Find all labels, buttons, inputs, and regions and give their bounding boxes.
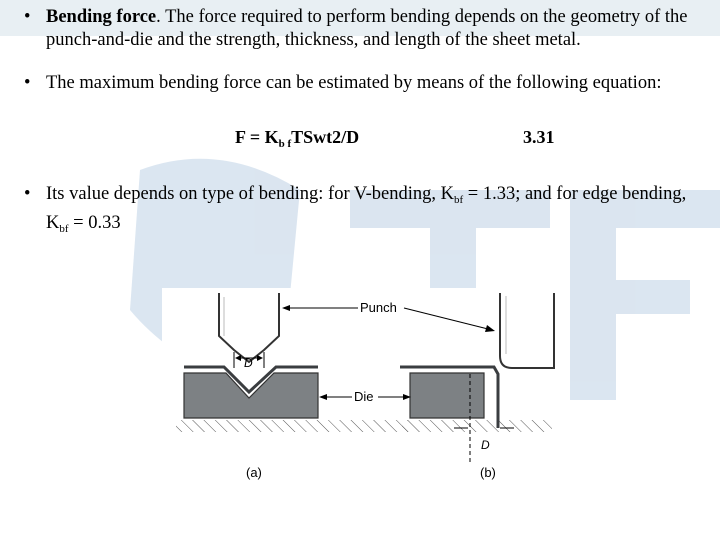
- label-panel-a: (a): [246, 465, 262, 480]
- edge-die-block: [410, 373, 484, 418]
- equation-rhs: TSwt2/D: [291, 127, 360, 147]
- bullet-text: The maximum bending force can be estimated by means of the following equation:: [46, 73, 662, 93]
- edge-punch: [500, 293, 554, 368]
- bending-diagram: [162, 288, 556, 494]
- v-punch: [219, 293, 279, 362]
- equation-lhs: F = K: [235, 127, 279, 147]
- label-die: Die: [354, 389, 374, 404]
- bullet-glyph: •: [24, 73, 31, 93]
- equation: [235, 127, 359, 150]
- bullet-glyph: •: [24, 7, 31, 27]
- dimension-d-b: D: [481, 438, 490, 452]
- v-die-block: [184, 373, 318, 418]
- bullet-glyph: •: [24, 184, 31, 204]
- ground-hatch-a: [176, 420, 408, 432]
- bending-diagram-svg: [162, 288, 556, 494]
- label-panel-b: (b): [480, 465, 496, 480]
- bullet-term: Bending force: [46, 7, 157, 27]
- equation-sub: b f: [278, 138, 292, 150]
- label-punch: Punch: [360, 300, 397, 315]
- dimension-d-a: D: [244, 356, 253, 370]
- equation-number: 3.31: [523, 127, 555, 147]
- bullet-text: . The force required to perform bending depends on the geometry of the punch-and-die and the strength, thickness, and length of the sheet metal.: [46, 7, 688, 50]
- ground-hatch-b: [402, 420, 552, 432]
